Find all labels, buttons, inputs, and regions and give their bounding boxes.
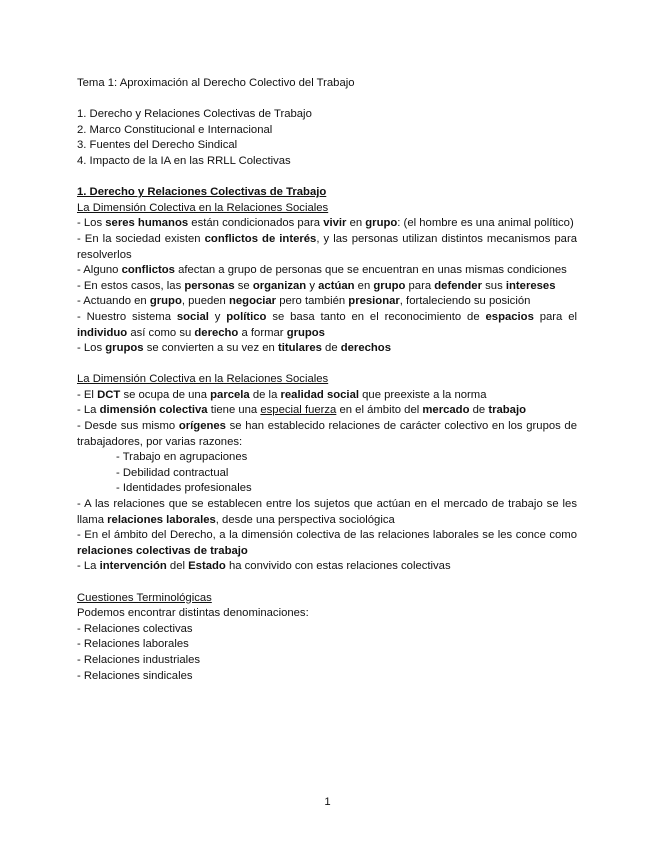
paragraph: - Nuestro sistema social y político se basa tanto en el reconocimiento de espacios para el individuo así como su derecho a formar grupos bbox=[77, 310, 578, 339]
paragraph: - Alguno conflictos afectan a grupo de personas que se encuentran en unas mismas condiciones bbox=[77, 264, 567, 277]
toc-item: 3. Fuentes del Derecho Sindical bbox=[77, 139, 238, 152]
section-heading: 1. Derecho y Relaciones Colectivas de Trabajo bbox=[77, 186, 327, 199]
list-item: - Relaciones industriales bbox=[77, 653, 201, 666]
paragraph: - En estos casos, las personas se organizan y actúan en grupo para defender sus intereses bbox=[77, 279, 556, 292]
paragraph: - Los grupos se convierten a su vez en titulares de derechos bbox=[77, 342, 391, 355]
paragraph: - Actuando en grupo, pueden negociar pero también presionar, fortaleciendo su posición bbox=[77, 295, 531, 308]
list-item: - Relaciones sindicales bbox=[77, 669, 193, 682]
paragraph: - Los seres humanos están condicionados para vivir en grupo: (el hombre es una animal político) bbox=[77, 217, 574, 230]
toc-item: 4. Impacto de la IA en las RRLL Colectivas bbox=[77, 154, 291, 167]
list-item: - Identidades profesionales bbox=[116, 482, 252, 495]
subsection-title: La Dimensión Colectiva en la Relaciones Sociales bbox=[77, 201, 329, 214]
subsection-title: Cuestiones Terminológicas bbox=[77, 591, 212, 604]
doc-title: Tema 1: Aproximación al Derecho Colectivo del Trabajo bbox=[77, 77, 355, 89]
list-item: - Relaciones laborales bbox=[77, 638, 189, 651]
paragraph: - En el ámbito del Derecho, a la dimensión colectiva de las relaciones laborales se les conce como relaciones colectivas de trabajo bbox=[77, 529, 577, 557]
list-item: - Trabajo en agrupaciones bbox=[116, 451, 248, 464]
paragraph: - A las relaciones que se establecen entre los sujetos que actúan en el mercado de trabajo se les llama relaciones laborales, desde una perspectiva sociológica bbox=[77, 498, 577, 526]
list-item: - Debilidad contractual bbox=[116, 466, 229, 479]
paragraph: - La dimensión colectiva tiene una especial fuerza en el ámbito del mercado de trabajo bbox=[77, 404, 526, 417]
subsection-title: La Dimensión Colectiva en la Relaciones Sociales bbox=[77, 373, 329, 386]
page-content bbox=[77, 76, 577, 684]
toc-item: 2. Marco Constitucional e Internacional bbox=[77, 123, 273, 136]
toc-item: 1. Derecho y Relaciones Colectivas de Trabajo bbox=[77, 108, 312, 121]
paragraph: - Desde sus mismo orígenes se han establecido relaciones de carácter colectivo en los grupos de trabajadores, por varias razones: bbox=[77, 420, 577, 448]
paragraph: Podemos encontrar distintas denominaciones: bbox=[77, 607, 309, 620]
list-item: - Relaciones colectivas bbox=[77, 622, 193, 635]
page-number: 1 bbox=[324, 796, 331, 808]
paragraph: - En la sociedad existen conflictos de interés, y las personas utilizan distintos mecanismos para resolverlos bbox=[77, 232, 577, 261]
paragraph: - La intervención del Estado ha convivido con estas relaciones colectivas bbox=[77, 560, 451, 573]
paragraph: - El DCT se ocupa de una parcela de la realidad social que preexiste a la norma bbox=[77, 388, 487, 401]
